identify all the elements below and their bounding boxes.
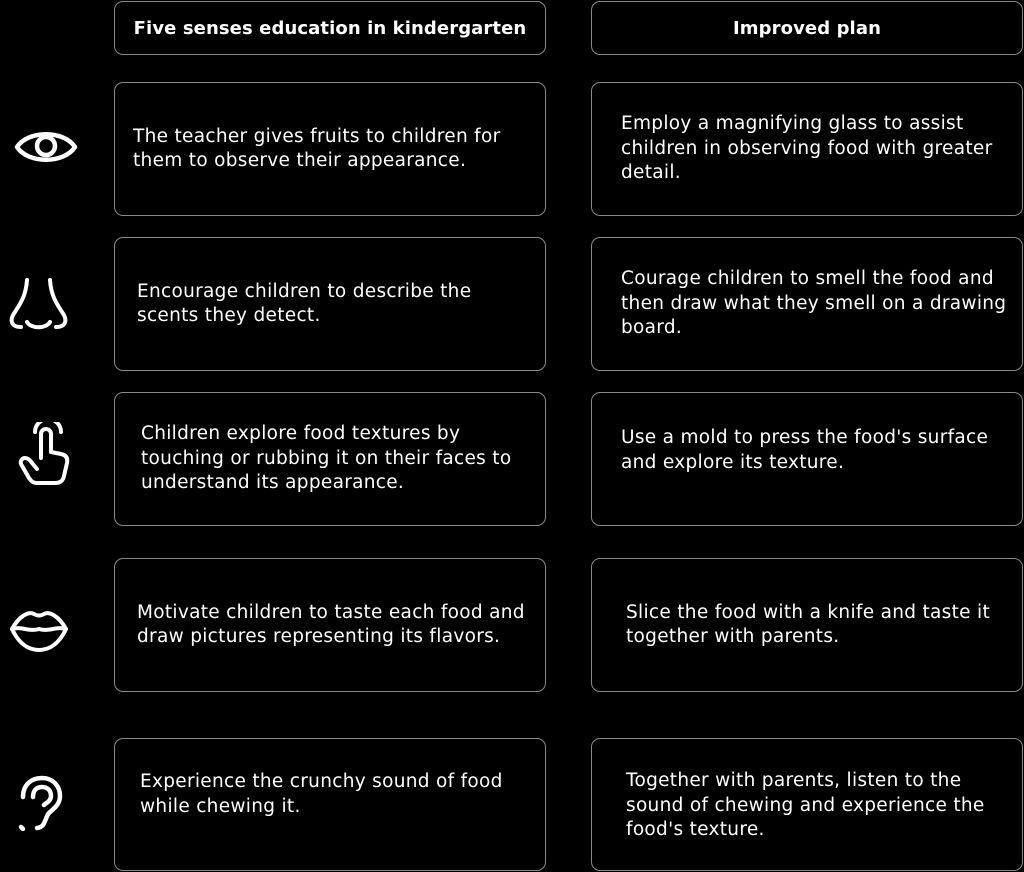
improved-plan-text: Together with parents, listen to the sound of chewing and experience the food's texture. <box>626 770 985 840</box>
current-practice-card-sight <box>114 82 546 216</box>
improved-plan-text: Slice the food with a knife and taste it together with parents. <box>626 601 990 647</box>
current-practice-card-hearing <box>114 738 546 871</box>
current-practice-card-smell <box>114 237 546 371</box>
improved-plan-card-touch <box>591 392 1023 526</box>
improved-plan-text: Courage children to smell the food and then draw what they smell on a drawing board. <box>621 268 1007 339</box>
current-practice-text: Experience the crunchy sound of food while chewing it. <box>140 771 503 817</box>
current-practice-card-touch <box>114 392 546 526</box>
ear-icon <box>18 775 64 831</box>
eye-icon <box>14 126 78 168</box>
improved-plan-text: Use a mold to press the food's surface and explore its texture. <box>621 427 989 473</box>
improved-plan-card-hearing <box>591 738 1023 871</box>
column-header-improved <box>591 1 1023 55</box>
current-practice-card-taste <box>114 558 546 692</box>
improved-plan-card-taste <box>591 558 1023 692</box>
lips-icon <box>9 607 69 653</box>
current-practice-text: Motivate children to taste each food and draw pictures representing its flavors. <box>137 601 525 647</box>
touch-hand-icon <box>17 422 71 486</box>
improved-plan-card-smell <box>591 237 1023 371</box>
improved-plan-card-sight <box>591 82 1023 216</box>
column-header-current-label: Five senses education in kindergarten <box>133 17 527 39</box>
column-header-improved-label: Improved plan <box>733 17 881 39</box>
column-header-current <box>114 1 546 55</box>
current-practice-text: The teacher gives fruits to children for them to observe their appearance. <box>133 125 501 171</box>
current-practice-text: Encourage children to describe the scents they detect. <box>137 280 472 326</box>
nose-icon <box>8 278 70 330</box>
improved-plan-text: Employ a magnifying glass to assist children in observing food with greater detail. <box>621 113 993 184</box>
current-practice-text: Children explore food textures by touching or rubbing it on their faces to understand its appearance. <box>141 423 512 494</box>
